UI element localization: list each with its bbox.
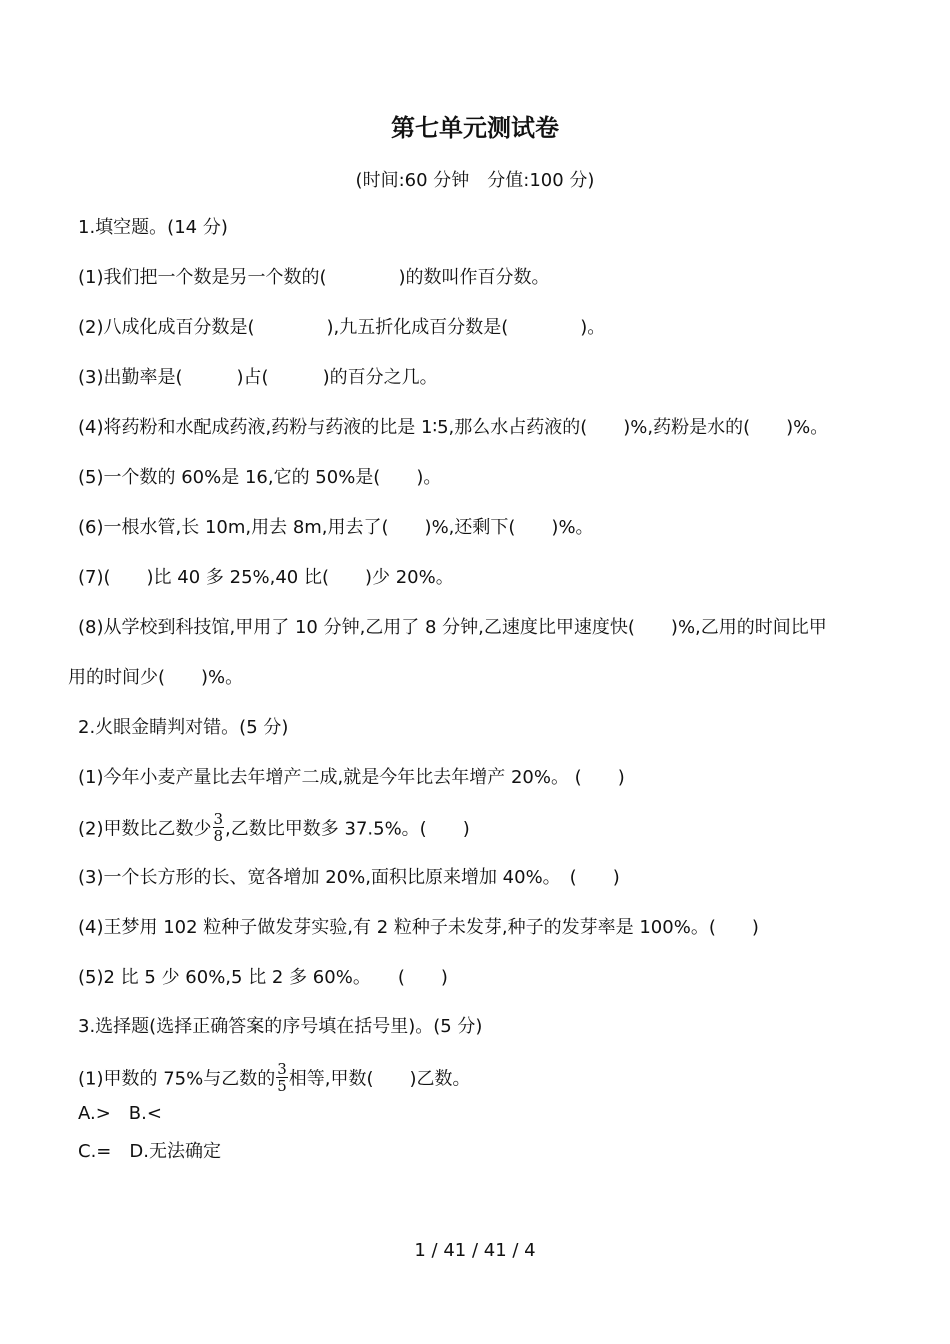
page-title: 第七单元测试卷 — [391, 114, 559, 142]
section1-heading: 1.填空题。(14 分) — [78, 217, 228, 238]
question-3-1-text-after: 相等,甲数( )乙数。 — [288, 1068, 471, 1090]
page-number: 1 / 41 / 41 / 4 — [414, 1240, 536, 1261]
question-2-4: (4)王梦用 102 粒种子做发芽实验,有 2 粒种子未发芽,种子的发芽率是 100%。( ) — [78, 917, 759, 938]
fraction — [213, 811, 225, 844]
question-1-3: (3)出勤率是( )占( )的百分之几。 — [78, 367, 438, 388]
question-3-1 — [78, 1060, 471, 1096]
fraction-numerator: 3 — [213, 810, 224, 828]
question-1-1: (1)我们把一个数是另一个数的( )的数叫作百分数。 — [78, 267, 550, 288]
question-1-8-line2: 用的时间少( )%。 — [68, 667, 244, 688]
exam-info: (时间:60 分钟 分值:100 分) — [355, 170, 595, 191]
question-1-4: (4)将药粉和水配成药液,药粉与药液的比是 1∶5,那么水占药液的( )%,药粉是水的( )%。 — [78, 417, 829, 438]
question-2-2-text-after: ,乙数比甲数多 37.5%。( ) — [225, 818, 470, 840]
question-2-5: (5)2 比 5 少 60%,5 比 2 多 60%。 ( ) — [78, 967, 448, 988]
question-3-1-text-before: (1)甲数的 75%与乙数的 — [78, 1068, 276, 1090]
section2-heading: 2.火眼金睛判对错。(5 分) — [78, 717, 289, 738]
options-c-d: C.= D.无法确定 — [78, 1141, 221, 1162]
options-a-b: A.> B.< — [78, 1103, 162, 1124]
question-1-6: (6)一根水管,长 10m,用去 8m,用去了( )%,还剩下( )%。 — [78, 517, 594, 538]
fraction-numerator: 3 — [277, 1060, 287, 1078]
question-2-2 — [78, 810, 470, 846]
question-2-3: (3)一个长方形的长、宽各增加 20%,面积比原来增加 40%。 ( ) — [78, 867, 620, 888]
question-1-5: (5)一个数的 60%是 16,它的 50%是( )。 — [78, 467, 442, 488]
question-2-1: (1)今年小麦产量比去年增产二成,就是今年比去年增产 20%。 ( ) — [78, 767, 625, 788]
fraction-denominator: 8 — [213, 827, 224, 845]
fraction — [276, 1061, 288, 1094]
question-2-2-text-before: (2)甲数比乙数少 — [78, 818, 212, 840]
question-1-8-line1: (8)从学校到科技馆,甲用了 10 分钟,乙用了 8 分钟,乙速度比甲速度快( )%,乙用的时间比甲 — [78, 617, 827, 638]
question-1-7: (7)( )比 40 多 25%,40 比( )少 20%。 — [78, 567, 454, 588]
fraction-denominator: 5 — [277, 1077, 287, 1095]
question-1-2: (2)八成化成百分数是( ),九五折化成百分数是( )。 — [78, 317, 606, 338]
section3-heading: 3.选择题(选择正确答案的序号填在括号里)。(5 分) — [78, 1016, 483, 1037]
